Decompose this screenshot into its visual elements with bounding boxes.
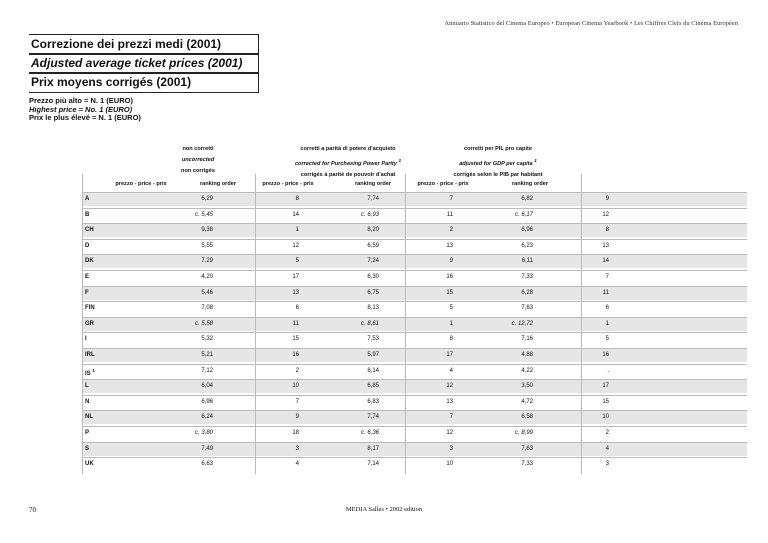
group-header-label-en: corrected for Purchasing Power Parity $^1$: [294, 158, 402, 167]
price-cell: 4,88: [521, 352, 533, 358]
price-cell: 6,11: [521, 258, 533, 265]
rank-cell: 6: [295, 305, 299, 312]
rank-cell: 5: [605, 336, 609, 343]
price-cell: 7,16: [521, 336, 533, 343]
sub-header-price-2: prezzo - price - prix: [262, 181, 314, 187]
country-code: E: [85, 274, 90, 280]
group-header-label-fr: non corrigés: [181, 168, 215, 174]
price-cell: c. 12,72: [511, 320, 533, 327]
price-cell: c. 8,99: [514, 430, 533, 436]
price-cell: 8,13: [367, 305, 379, 312]
country-code: CH: [85, 227, 94, 234]
price-cell: 5,21: [201, 352, 213, 358]
rank-cell: 12: [446, 430, 453, 436]
rank-cell: 8: [605, 227, 609, 234]
rank-cell: 12: [446, 383, 453, 390]
table-row: [83, 426, 747, 440]
price-cell: 5,32: [201, 336, 213, 343]
country-code: F: [85, 289, 89, 296]
table-row: [83, 442, 747, 456]
sub-header-rank-1: ranking order: [199, 181, 237, 187]
column-separator: [405, 174, 406, 474]
rank-cell: 1: [605, 320, 609, 327]
rank-cell: 13: [292, 289, 299, 296]
rank-cell: 12: [602, 211, 609, 218]
table-row: [83, 286, 747, 300]
running-head: Annuario Statistico del Cinema Europeo • European Cinema Yearbook • Les Chiffres Clefs du Cinéma Européen: [444, 20, 738, 27]
base-note-italian: Prezzo più alto = N. 1 (EURO): [29, 96, 133, 105]
base-note-english: Highest price = No. 1 (EURO): [29, 104, 133, 114]
rank-cell: 17: [292, 274, 299, 280]
group-header-gdp: [413, 144, 583, 181]
price-cell: 7,33: [521, 461, 533, 468]
rank-cell: 8: [295, 196, 299, 202]
rank-cell: 15: [602, 398, 609, 405]
price-cell: 9,38: [201, 227, 213, 234]
rank-cell: 7: [449, 196, 453, 202]
table-row: [83, 348, 747, 362]
rank-cell: 5: [449, 305, 453, 312]
rank-cell: 17: [602, 383, 609, 390]
rank-cell: 1: [295, 227, 299, 234]
price-cell: 6,23: [521, 242, 533, 249]
price-cell: 6,30: [367, 274, 379, 280]
country-code: GR: [85, 320, 94, 327]
rank-cell: 3: [605, 461, 609, 468]
price-cell: c. 5,45: [194, 211, 213, 218]
country-code: D: [85, 242, 90, 249]
page-number: 70: [29, 506, 36, 514]
rank-cell: 1: [449, 320, 453, 327]
price-cell: 7,12: [201, 367, 213, 374]
price-cell: 6,85: [367, 383, 379, 390]
rank-cell: 7: [605, 274, 609, 280]
rank-cell: 4: [449, 367, 453, 374]
country-code: UK: [85, 461, 94, 468]
base-note-french: Prix le plus élevé = N. 1 (EURO): [29, 113, 141, 122]
price-cell: 7,24: [367, 258, 379, 265]
price-cell: c. 3,80: [194, 430, 213, 436]
footnote-marker: 1: [534, 158, 537, 163]
rank-cell: 5: [295, 258, 299, 265]
country-code: FIN: [85, 305, 95, 312]
table-row: [83, 254, 747, 268]
rank-cell: 11: [602, 289, 609, 296]
price-cell: 6,58: [521, 414, 533, 421]
rank-cell: 16: [292, 352, 299, 358]
price-cell: c. 6,17: [514, 211, 533, 218]
table-row: [83, 239, 747, 253]
price-cell: 6,29: [201, 196, 213, 202]
price-cell: c. 6,93: [360, 211, 379, 218]
table-row: [83, 410, 747, 424]
country-code: S: [85, 445, 90, 452]
price-cell: 7,63: [521, 445, 533, 452]
table-row: [83, 457, 747, 471]
table-row: [83, 364, 747, 378]
price-cell: 4,72: [521, 398, 533, 405]
rank-cell: 11: [292, 320, 299, 327]
column-separator: [581, 174, 582, 474]
base-note: [29, 97, 141, 123]
title-english: Adjusted average ticket prices (2001): [29, 53, 259, 74]
group-header-label-it: corretti a parità di potere d'acquisto: [300, 146, 396, 152]
price-cell: 6,82: [521, 196, 533, 202]
group-header-label-en: uncorrected: [181, 157, 215, 163]
price-cell: 5,46: [201, 289, 213, 296]
sub-header-price-3: prezzo - price - prix: [417, 181, 469, 187]
price-cell: 7,63: [521, 305, 533, 312]
country-code: P: [85, 430, 90, 436]
title-french: Prix moyens corrigés (2001): [29, 72, 259, 93]
rank-cell: 7: [295, 398, 299, 405]
rank-cell: 15: [292, 336, 299, 343]
rank-cell: 2: [295, 367, 299, 374]
price-cell: c. 8,61: [360, 320, 379, 327]
rank-cell: .: [607, 367, 609, 374]
country-code: NL: [85, 414, 93, 421]
rank-cell: 15: [446, 289, 453, 296]
country-code: L: [85, 383, 89, 390]
country-code: IRL: [85, 352, 95, 358]
rank-cell: 14: [602, 258, 609, 265]
rank-cell: 9: [295, 414, 299, 421]
group-header-label-fr: corrigés selon le PIB par habitant: [453, 171, 543, 178]
title-italian: Correzione dei prezzi medi (2001): [29, 34, 259, 55]
price-cell: 7,29: [201, 258, 213, 265]
rank-cell: 18: [292, 430, 299, 436]
price-cell: 7,08: [201, 305, 213, 312]
country-code: IS $^1$: [85, 367, 95, 377]
group-header-label-fr: corrigés à parité de pouvoir d'achat: [300, 171, 396, 178]
rank-cell: 10: [292, 383, 299, 390]
rank-cell: 8: [449, 336, 453, 343]
table-row: [83, 332, 747, 346]
footnote-marker: 1: [92, 367, 95, 373]
country-code: B: [85, 211, 90, 218]
price-cell: 6,04: [201, 383, 213, 390]
price-cell: 7,53: [367, 336, 379, 343]
price-cell: 6,59: [367, 242, 379, 249]
rank-cell: 7: [449, 414, 453, 421]
sub-header-rank-2: ranking order: [354, 181, 392, 187]
table-row: [83, 317, 747, 331]
rank-cell: 9: [605, 196, 609, 202]
price-cell: 7,49: [201, 445, 213, 452]
country-code: I: [85, 336, 87, 343]
price-cell: 8,17: [367, 445, 379, 452]
group-header-label-it: non corretti: [182, 146, 214, 152]
price-cell: c. 6,36: [360, 430, 379, 436]
group-header-label-en: adjusted for GDP per capita $^1$: [459, 158, 537, 167]
price-cell: 6,75: [367, 289, 379, 296]
country-code: DK: [85, 258, 94, 265]
rank-cell: 11: [446, 211, 453, 218]
price-cell: 8,20: [367, 227, 379, 234]
rank-cell: 2: [605, 430, 609, 436]
table-row: [83, 192, 747, 206]
column-separator: [82, 174, 83, 474]
rank-cell: 17: [446, 352, 453, 358]
column-separator: [255, 174, 256, 474]
price-cell: 7,14: [367, 461, 379, 468]
rank-cell: 14: [292, 211, 299, 218]
group-header-label-it: corretti per PIL pro capite: [464, 146, 532, 152]
country-code: A: [85, 196, 90, 202]
group-header-ppp: [263, 144, 433, 181]
group-header-uncorrected: [123, 144, 273, 177]
table-row: [83, 301, 747, 315]
price-cell: 7,74: [367, 196, 379, 202]
edition-footer: MEDIA Salles • 2002 edition: [345, 506, 423, 513]
price-cell: 6,96: [521, 227, 533, 234]
rank-cell: 13: [602, 242, 609, 249]
rank-cell: 13: [446, 398, 453, 405]
rank-cell: 2: [449, 227, 453, 234]
rank-cell: 3: [449, 445, 453, 452]
rank-cell: 10: [446, 461, 453, 468]
table-row: [83, 379, 747, 393]
table-row: [83, 395, 747, 409]
rank-cell: 3: [295, 445, 299, 452]
price-cell: 6,24: [201, 414, 213, 421]
sub-header-rank-3: ranking order: [511, 181, 549, 187]
price-cell: 6,63: [201, 461, 213, 468]
table-row: [83, 223, 747, 237]
country-code: N: [85, 398, 90, 405]
price-cell: 6,96: [201, 398, 213, 405]
rank-cell: 12: [292, 242, 299, 249]
price-cell: 3,50: [521, 383, 533, 390]
price-cell: 6,28: [521, 289, 533, 296]
price-cell: c. 5,58: [194, 320, 213, 327]
price-cell: 5,55: [201, 242, 213, 249]
rank-cell: 16: [602, 352, 609, 358]
table-row: [83, 208, 747, 222]
price-cell: 7,33: [521, 274, 533, 280]
rank-cell: 10: [602, 414, 609, 421]
price-cell: 5,97: [367, 352, 379, 358]
price-cell: 8,14: [367, 367, 379, 374]
table-row: [83, 270, 747, 284]
price-cell: 6,83: [367, 398, 379, 405]
price-cell: 4,20: [201, 274, 213, 280]
rank-cell: 4: [605, 445, 609, 452]
rank-cell: 13: [446, 242, 453, 249]
rank-cell: 16: [446, 274, 453, 280]
price-cell: 4,22: [521, 367, 533, 374]
price-cell: 7,74: [367, 414, 379, 421]
rank-cell: 4: [295, 461, 299, 468]
sub-header-price-1: prezzo - price - prix: [115, 181, 167, 187]
footnote-marker: 1: [398, 158, 402, 163]
rank-cell: 6: [605, 305, 609, 312]
rank-cell: 9: [449, 258, 453, 265]
